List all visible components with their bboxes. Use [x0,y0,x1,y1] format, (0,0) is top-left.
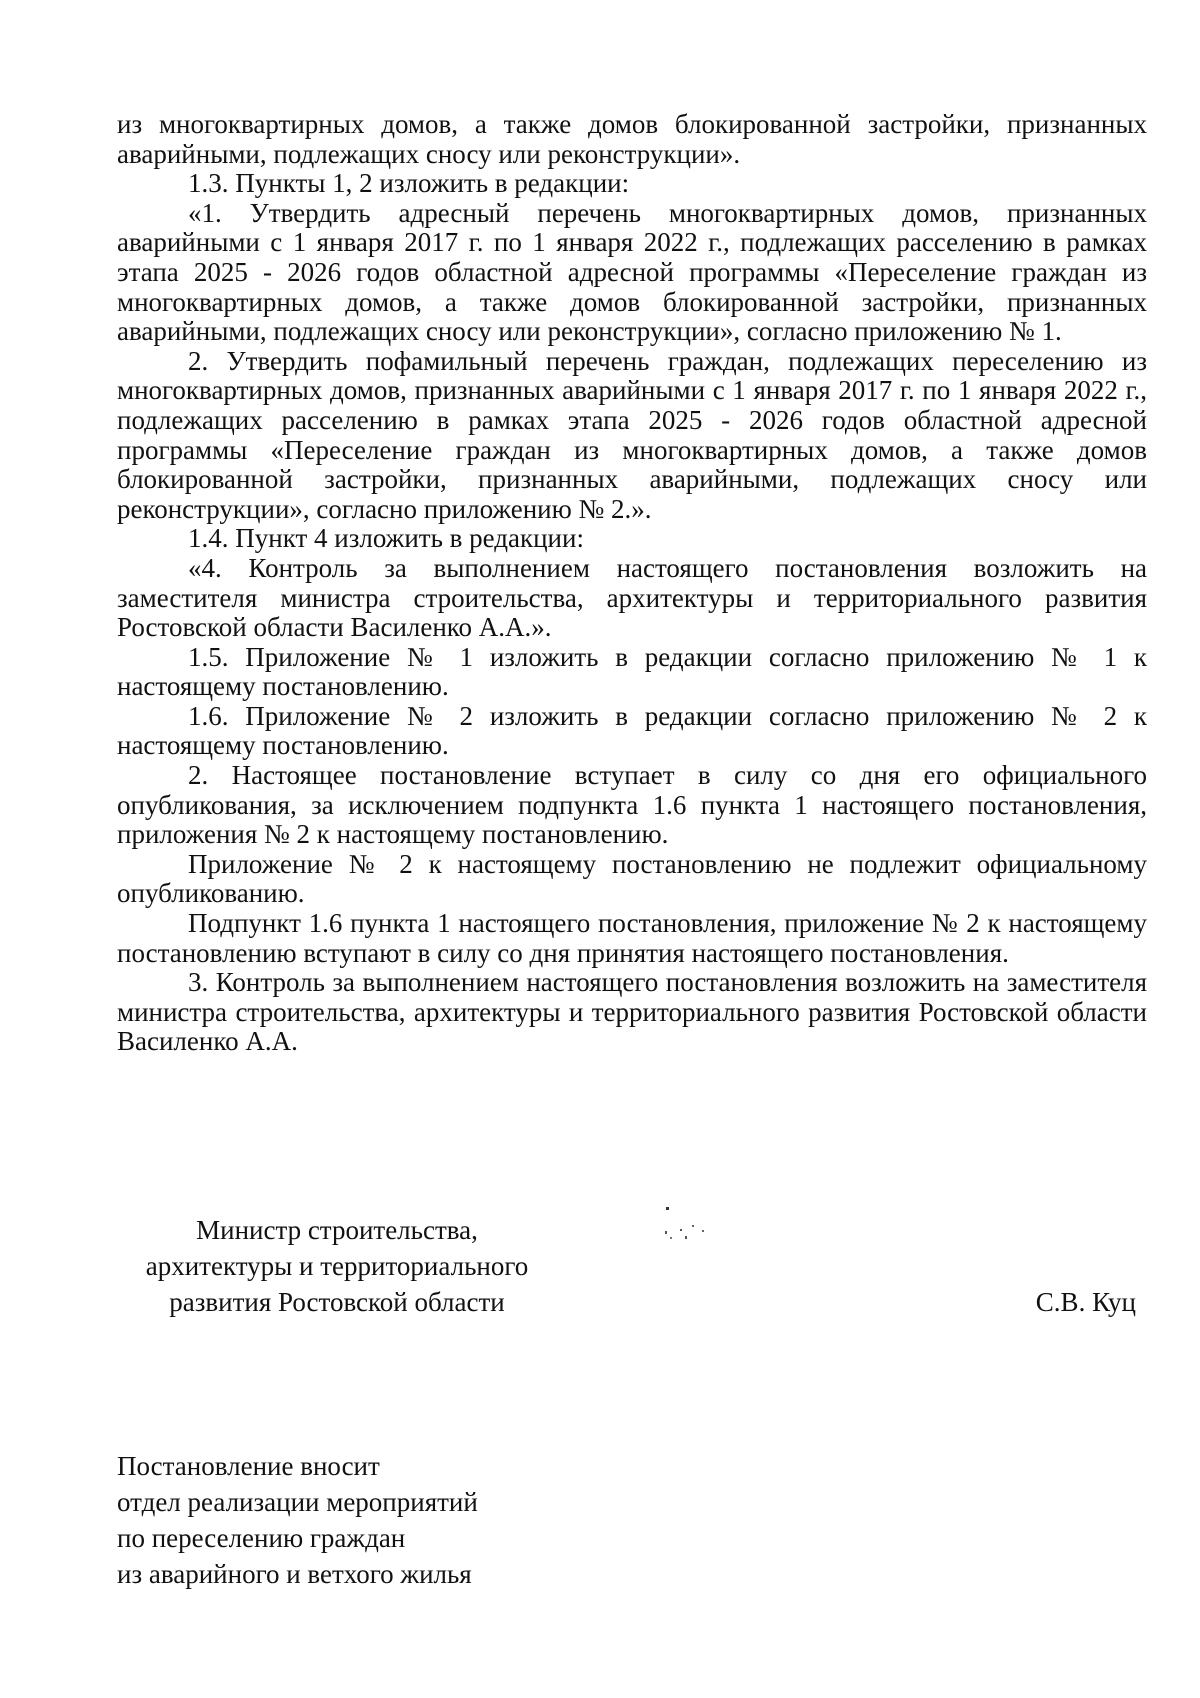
submitter-note-line: отдел реализации мероприятий [117,1487,478,1517]
signatory-position-line: Министр строительства, [196,1215,478,1245]
paragraph-subitem-note: Подпункт 1.6 пункта 1 настоящего постановления, приложение № 2 к настоящему постановлению вступают в силу со дня принятия настоящего постановления. [117,908,1147,968]
paragraph-item-1: «1. Утвердить адресный перечень многоквартирных домов, признанных аварийными с 1 января 2017 г. по 1 января 2022 г., подлежащих расселению в рамках этапа 2025 - 2026 годов областной адресной программы «Переселение граждан из многоквартирных домов, а также домов блокированной застройки, признанных аварийными, подлежащих сносу или реконструкции», согласно приложению № 1. [117,197,1147,347]
signature-marks-icon [640,1205,750,1315]
paragraph-1-5: 1.5. Приложение № 1 изложить в редакции согласно приложению № 1 к настоящему постановлению. [117,641,1147,702]
paragraph-item-4: «4. Контроль за выполнением настоящего постановления возложить на заместителя министра строительства, архитектуры и территориального развития Ростовской области Василенко А.А.». [117,552,1147,643]
paragraph-1-3: 1.3. Пункты 1, 2 изложить в редакции: [188,168,630,199]
submitter-note-line: по переселению граждан [117,1523,406,1553]
paragraph-appendix-note: Приложение № 2 к настоящему постановлению не подлежит официальному опубликованию. [117,848,1147,909]
paragraph-continuation: из многоквартирных домов, а также домов блокированной застройки, признанных аварийными, подлежащих сносу или реконструкции». [117,109,1147,169]
submitter-note-line: из аварийного и ветхого жилья [117,1559,472,1589]
paragraph-2: 2. Настоящее постановление вступает в силу со дня его официального опубликования, за исключением подпункта 1.6 пункта 1 настоящего постановления, приложения № 2 к настоящему постановлению. [117,760,1147,850]
paragraph-1-4: 1.4. Пункт 4 изложить в редакции: [188,523,584,554]
signatory-position [117,1212,557,1320]
document-body [117,110,1147,1057]
signatory-name: С.В. Куц [1035,1287,1136,1317]
submitter-note [117,1448,717,1592]
submitter-note-line: Постановление вносит [117,1451,380,1481]
paragraph-1-6: 1.6. Приложение № 2 изложить в редакции согласно приложению № 2 к настоящему постановлению. [117,700,1147,761]
paragraph-3: 3. Контроль за выполнением настоящего постановления возложить на заместителя министра строительства, архитектуры и территориального развития Ростовской области Василенко А.А. [117,967,1147,1057]
paragraph-item-2: 2. Утвердить пофамильный перечень граждан, подлежащих переселению из многоквартирных домов, признанных аварийными с 1 января 2017 г. по 1 января 2022 г., подлежащих расселению в рамках этапа 2025 - 2026 годов областной адресной программы «Переселение граждан из многоквартирных домов, а также домов блокированной застройки, признанных аварийными, подлежащих сносу или реконструкции», согласно приложению № 2.». [117,345,1147,524]
signatory-position-line: архитектуры и территориального [145,1251,529,1281]
signatory-position-line: развития Ростовской области [169,1287,505,1317]
